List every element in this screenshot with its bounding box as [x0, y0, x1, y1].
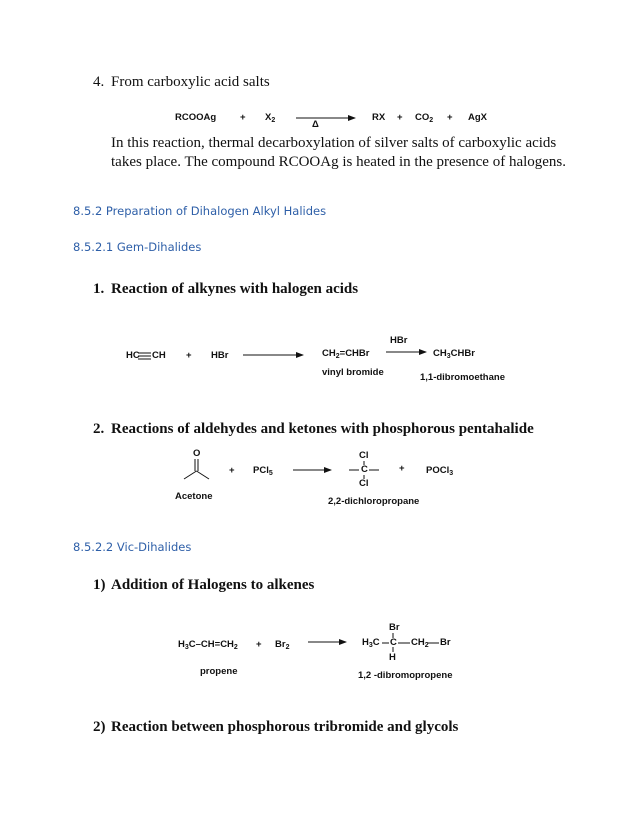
plus-sign: + [256, 639, 262, 650]
intermediate-vinyl-bromide: $CH_2=CHBr$ [322, 348, 370, 360]
dichloropropane-bonds [349, 461, 379, 479]
plus-sign: + [399, 463, 405, 474]
triple-bond [138, 353, 151, 359]
reagent-halogen: $X_2$ [265, 112, 276, 124]
plus-sign: + [240, 112, 246, 123]
reactant-name: Acetone [175, 491, 213, 502]
product-ch2: $CH_2$ [411, 637, 429, 649]
reagent-pcl5: PCl$_5$ [253, 465, 273, 477]
product-name: 2,2-dichloropropane [328, 496, 420, 507]
product-name: 1,1-dibromoethane [420, 372, 505, 383]
body-paragraph: In this reaction, thermal decarboxylation of silver salts of carboxylic acids takes place. The compound RCOOAg is heated in the presence of halogens. [111, 135, 567, 170]
dibromopropane-bonds [382, 633, 439, 652]
reagent-hbr: HBr [390, 335, 408, 346]
central-carbon: C [361, 464, 368, 475]
acetone-oxygen: O [193, 448, 201, 459]
reactant-acetylene-left: HC [126, 350, 140, 361]
byproduct-pocl3: POCl$_3$ [426, 465, 454, 477]
plus-sign: + [229, 465, 235, 476]
reagent-hbr: HBr [211, 350, 229, 361]
reactant-name: propene [200, 666, 238, 677]
list-number: 2) [93, 719, 106, 735]
product-rx: RX [372, 112, 386, 123]
product-center-carbon: C [390, 637, 397, 648]
product-agx: AgX [468, 112, 487, 123]
reaction-title: Reaction of alkynes with halogen acids [111, 281, 359, 297]
subsection-heading: 8.5.2.1 Gem-Dihalides [73, 240, 202, 254]
reactant-acetylene-right: CH [152, 350, 166, 361]
reaction-title: Reactions of aldehydes and ketones with phosphorous pentahalide [111, 421, 534, 437]
list-number: 4. [93, 74, 105, 90]
chlorine-bottom: Cl [359, 478, 369, 489]
product-co2: $CO_2$ [415, 112, 434, 124]
plus-sign: + [186, 350, 192, 361]
list-number: 2. [93, 421, 105, 437]
reactant-propene: $H_3C-CH=CH_2$ [178, 639, 238, 651]
product-name: 1,2 -dibromopropene [358, 670, 453, 681]
bromine-top: Br [389, 622, 400, 633]
reagent-br2: $Br_2$ [275, 639, 290, 651]
list-number: 1) [93, 577, 106, 593]
heat-condition: Δ [312, 119, 319, 130]
subsection-heading: 8.5.2.2 Vic-Dihalides [73, 540, 192, 554]
product-dibromoethane: $CH_3CHBr$ [433, 348, 475, 360]
reaction-title: Addition of Halogens to alkenes [111, 577, 315, 593]
section-heading: 8.5.2 Preparation of Dihalogen Alkyl Halides [73, 204, 327, 218]
chlorine-top: Cl [359, 450, 369, 461]
acetone-structure [184, 459, 209, 479]
intermediate-name: vinyl bromide [322, 367, 384, 378]
hydrogen-bottom: H [389, 652, 396, 663]
product-methyl: $H_3C$ [362, 637, 380, 649]
product-bromine: Br [440, 637, 451, 648]
plus-sign: + [447, 112, 453, 123]
section-title: From carboxylic acid salts [111, 74, 270, 90]
reactant-rcooag: RCOOAg [175, 112, 217, 123]
list-number: 1. [93, 281, 105, 297]
plus-sign: + [397, 112, 403, 123]
reaction-title: Reaction between phosphorous tribromide and glycols [111, 719, 459, 735]
